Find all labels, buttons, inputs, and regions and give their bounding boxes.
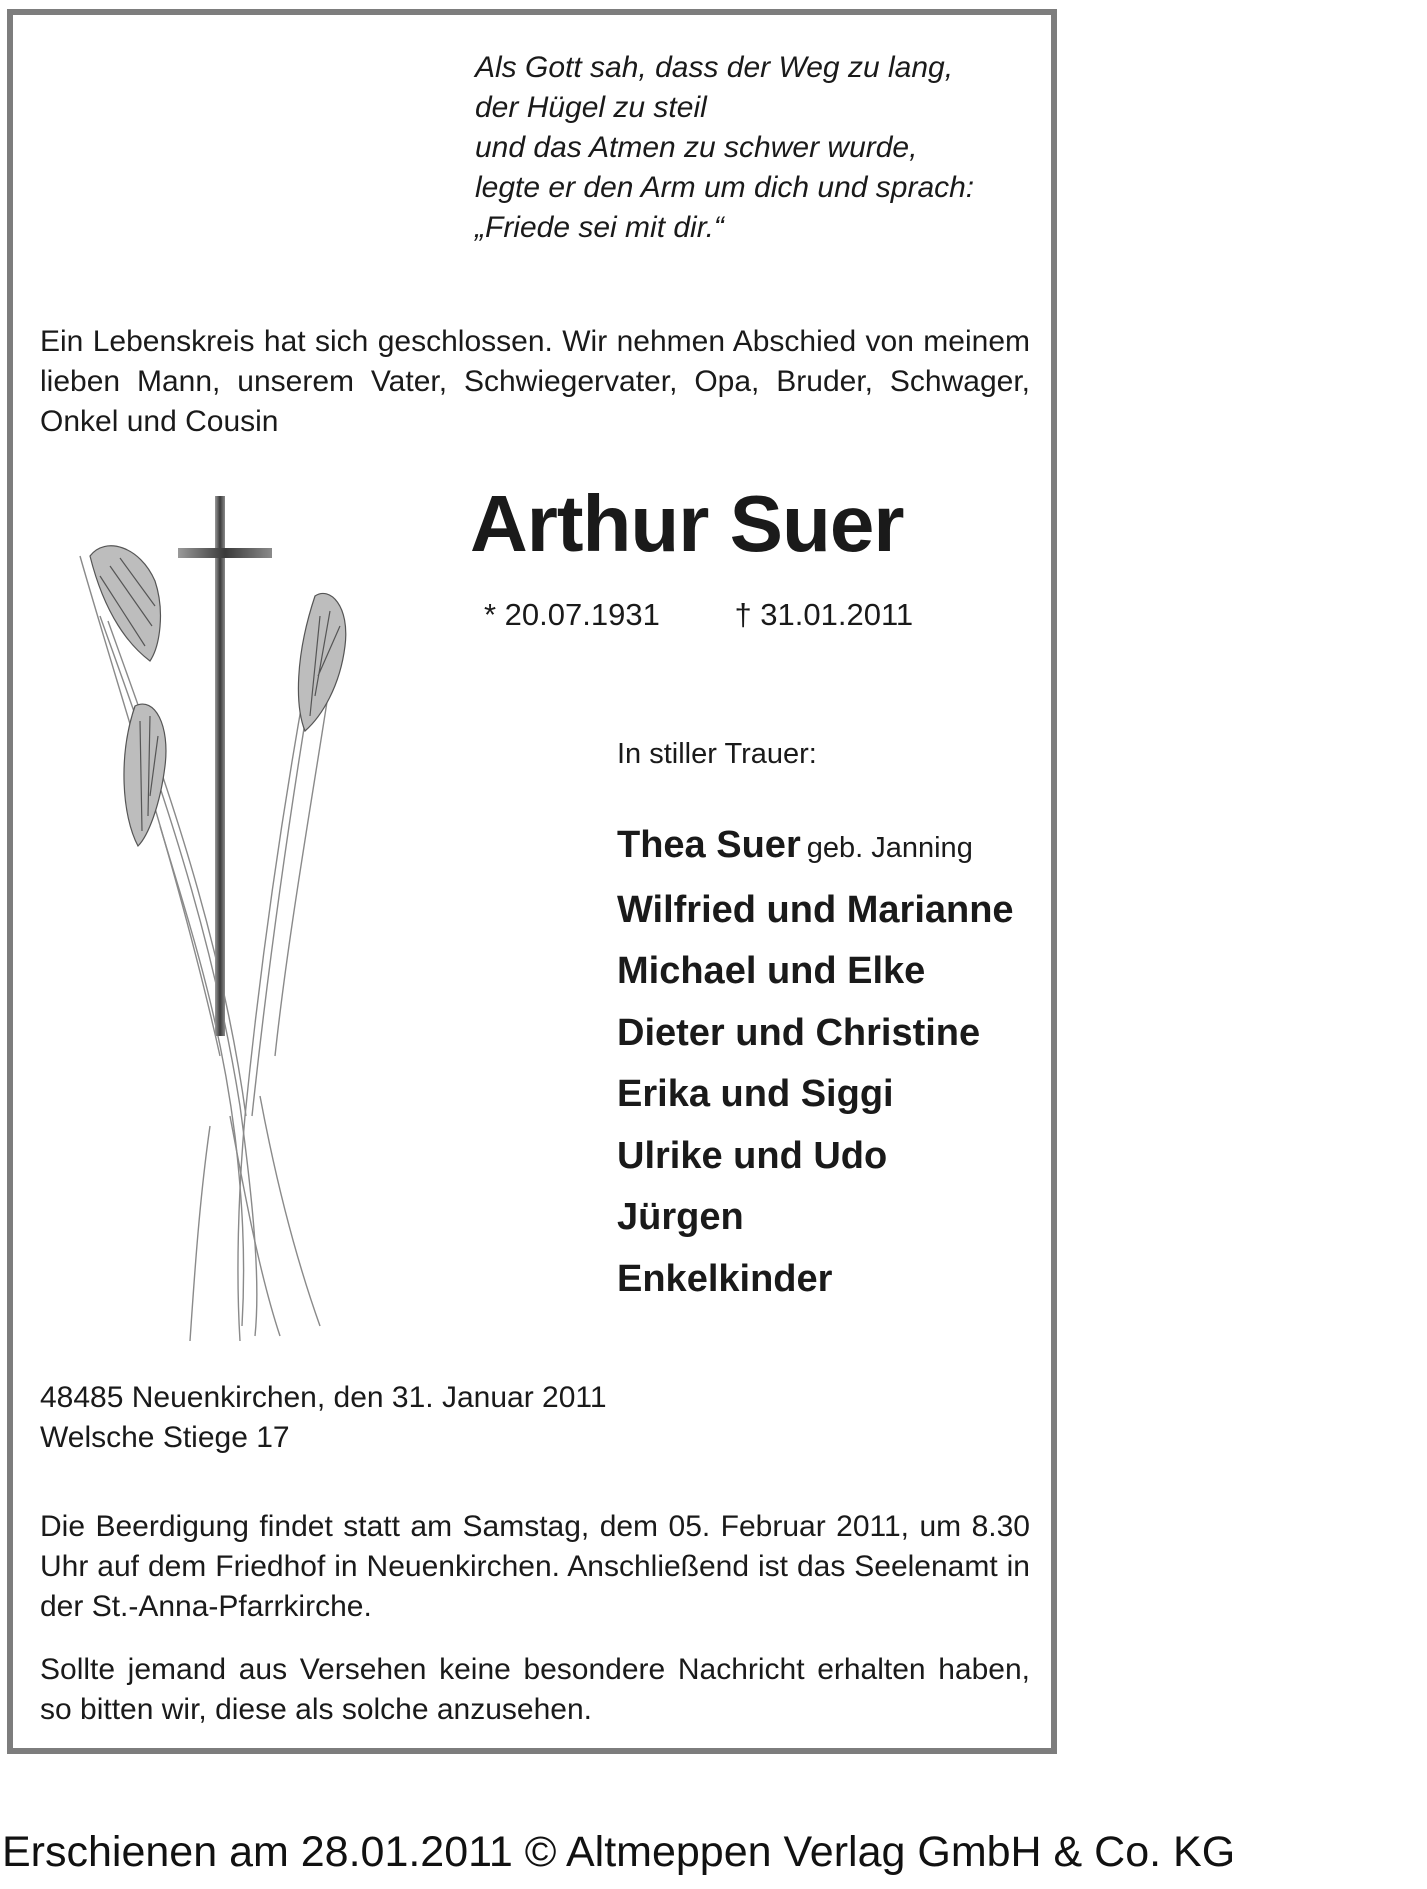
mourners-label: In stiller Trauer: bbox=[617, 738, 817, 770]
mourner-item bbox=[617, 1126, 1014, 1188]
poem-line: Als Gott sah, dass der Weg zu lang, bbox=[475, 51, 954, 84]
mourner-item bbox=[617, 941, 1014, 1003]
mourner-item bbox=[617, 880, 1014, 942]
mourners-list bbox=[617, 815, 1014, 1310]
deceased-name: Arthur Suer bbox=[470, 479, 904, 568]
cross-with-wheat-icon bbox=[60, 496, 390, 1346]
mourner-name: Ulrike und Udo bbox=[617, 1134, 888, 1177]
mourner-item bbox=[617, 1064, 1014, 1126]
mourner-item bbox=[617, 1187, 1014, 1249]
life-dates bbox=[484, 597, 913, 633]
mourner-item bbox=[617, 1003, 1014, 1065]
mourner-name: Enkelkinder bbox=[617, 1257, 833, 1300]
notice-text: Sollte jemand aus Versehen keine besondere Nachricht erhalten haben, so bitten wir, diese als solche anzusehen. bbox=[40, 1653, 1030, 1726]
mourner-suffix: geb. Janning bbox=[806, 832, 973, 864]
poem bbox=[475, 48, 974, 248]
birth-date: * 20.07.1931 bbox=[484, 597, 660, 632]
publication-footer: Erschienen am 28.01.2011 © Altmeppen Verlag GmbH & Co. KG bbox=[2, 1828, 1236, 1876]
place-and-address bbox=[40, 1378, 607, 1458]
death-date: † 31.01.2011 bbox=[734, 597, 914, 632]
mourner-name: Wilfried und Marianne bbox=[617, 888, 1014, 931]
intro-text: Ein Lebenskreis hat sich geschlossen. Wir nehmen Abschied von meinem lieben Mann, unserem Vater, Schwiegervater, Opa, Bruder, Schwager, Onkel und Cousin bbox=[40, 325, 1030, 438]
poem-line: „Friede sei mit dir.“ bbox=[475, 211, 724, 244]
poem-line: der Hügel zu steil bbox=[475, 91, 707, 124]
mourner-item bbox=[617, 815, 1014, 880]
mourner-name: Michael und Elke bbox=[617, 950, 926, 992]
mourner-name: Erika und Siggi bbox=[617, 1073, 894, 1115]
mourner-name: Thea Suer bbox=[617, 824, 801, 866]
mourner-item bbox=[617, 1249, 1014, 1311]
poem-line: und das Atmen zu schwer wurde, bbox=[475, 131, 918, 164]
funeral-info: Die Beerdigung findet statt am Samstag, dem 05. Februar 2011, um 8.30 Uhr auf dem Friedhof in Neuenkirchen. Anschließend ist das Seelenamt in der St.-Anna-Pfarrkirche. bbox=[40, 1510, 1030, 1623]
mourner-name: Dieter und Christine bbox=[617, 1011, 981, 1054]
address-line: Welsche Stiege 17 bbox=[40, 1421, 290, 1454]
place-date-line: 48485 Neuenkirchen, den 31. Januar 2011 bbox=[40, 1381, 607, 1414]
mourner-name: Jürgen bbox=[617, 1196, 744, 1238]
poem-line: legte er den Arm um dich und sprach: bbox=[475, 171, 975, 204]
